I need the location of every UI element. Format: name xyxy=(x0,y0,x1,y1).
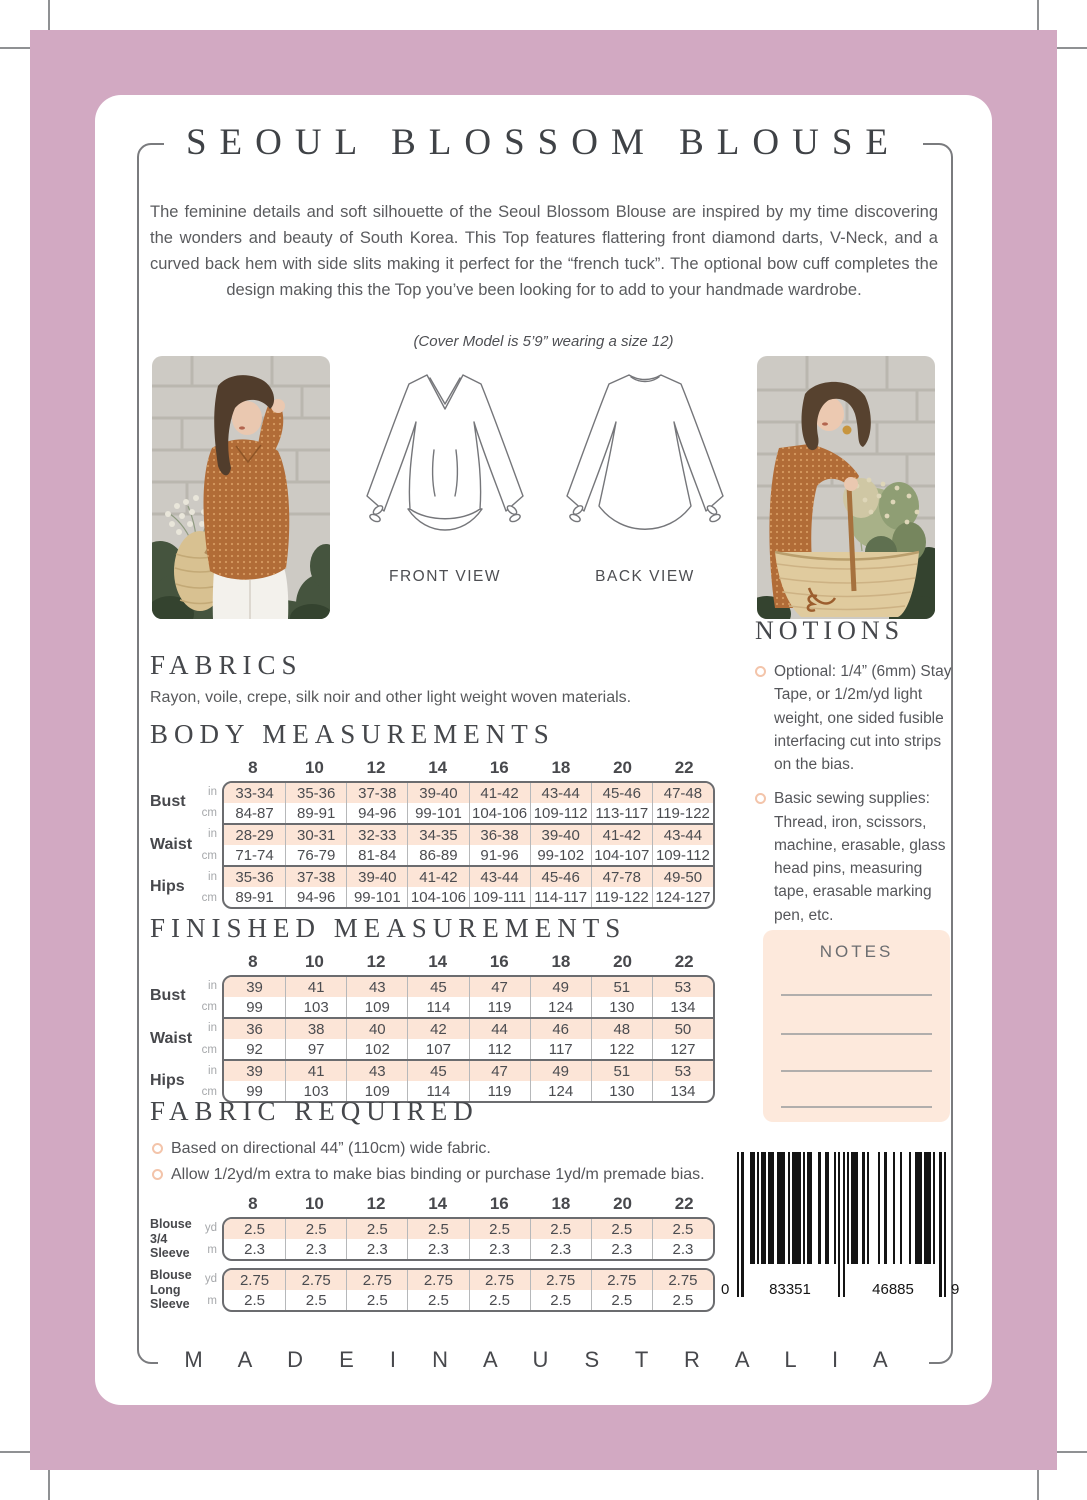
notes-box xyxy=(763,930,950,1122)
notes-rule xyxy=(781,1070,932,1072)
body-measurements-table: 8 10 12 14 16 18 20 22 Bust in cm Waist in cm Hips in cm 33-34 35-36 37-38 39-40 41-42 43-44 45-46 47-48 84-87 89-91 94-96 99-101 104-106 109-112 113-117 119-122 28-29 30-31 32-33 34-35 36-38 39-40 41-42 43-44 71-74 76-79 81-84 86-89 91-96 99-102 104-107 109-112 35-36 37-38 39-40 41-42 43-44 45-46 47-78 49-50 89-91 94-96 99-101 104-106 109-111 114-117 119-122 124-127 xyxy=(150,758,715,909)
fabric-required-notes xyxy=(150,1137,730,1189)
cover-photo-left-illustration xyxy=(152,356,330,619)
back-view-drawing xyxy=(552,360,738,560)
fabric-required-note: Based on directional 44” (110cm) wide fabric. xyxy=(150,1137,730,1160)
fabrics-text: Rayon, voile, crepe, silk noir and other light weight woven materials. xyxy=(150,689,632,706)
finished-measurements-heading: FINISHED MEASUREMENTS xyxy=(150,913,627,943)
front-view-label: FRONT VIEW xyxy=(388,568,502,585)
finished-measurements-table: 8 10 12 14 16 18 20 22 Bust in cm Waist in cm Hips in cm 39 41 43 45 47 49 51 53 99 103 109 114 119 124 130 134 36 38 40 42 44 46 48 50 92 97 102 107 112 117 122 127 39 41 43 45 47 49 51 53 99 103 109 114 119 124 130 134 xyxy=(150,952,715,1103)
page-title xyxy=(0,121,1087,165)
cover-photo-right xyxy=(757,356,935,619)
barcode-digit: 83351 xyxy=(769,1281,811,1298)
notions-heading: NOTIONS xyxy=(755,616,905,645)
barcode-digit: 46885 xyxy=(872,1281,914,1298)
barcode-digit: 9 xyxy=(951,1281,960,1298)
intro-paragraph: The feminine details and soft silhouette of the Seoul Blossom Blouse are inspired by my time discovering the wonders and beauty of South Korea. This Top features flattering front diamond darts, V-Neck, and a curved back hem with side slits making it perfect for the “french tuck”. The optional bow cuff completes the design making this the Top you’ve been looking for to add to your handmade wardrobe. xyxy=(150,203,938,300)
back-view-label: BACK VIEW xyxy=(595,568,695,585)
body-measurements-heading: BODY MEASUREMENTS xyxy=(150,719,555,749)
barcode-digit: 0 xyxy=(721,1281,730,1298)
made-in-australia-text: M A D E I N A U S T R A L I A xyxy=(158,1344,928,1376)
cover-photo-right-illustration xyxy=(757,356,935,619)
fabrics-heading: FABRICS xyxy=(150,650,303,680)
notes-rule xyxy=(781,1106,932,1108)
fabric-required-heading: FABRIC REQUIRED xyxy=(150,1096,479,1126)
notions-list xyxy=(753,660,953,938)
notions-item: Optional: 1/4” (6mm) Stay Tape, or 1/2m/yd light weight, one sided fusible interfacing cut into strips on the bias. xyxy=(753,660,953,776)
fabric-required-note: Allow 1/2yd/m extra to make bias binding or purchase 1yd/m premade bias. xyxy=(150,1163,730,1186)
cover-photo-left xyxy=(152,356,330,619)
barcode xyxy=(721,1152,960,1298)
page-title-text: SEOUL BLOSSOM BLOUSE xyxy=(164,121,923,165)
notes-heading: NOTES xyxy=(819,942,894,961)
fabric-required-table: 8 10 12 14 16 18 20 22 Blouse 3/4 Sleeve yd m 2.5 2.5 2.5 2.5 2.5 2.5 2.5 2.5 2.3 2.3 2.3 2.3 2.3 2.3 2.3 2.3 Blouse Long Sleeve yd m 2.75 2.75 2.75 2.75 2.75 2.75 2.75 2.75 2.5 2.5 2.5 2.5 2.5 2.5 2.5 2.5 xyxy=(150,1194,715,1312)
notes-rule xyxy=(781,1033,932,1035)
made-in-australia xyxy=(0,1344,1087,1376)
front-view-drawing xyxy=(352,360,538,560)
notes-rule xyxy=(781,994,932,996)
notions-item: Basic sewing supplies: Thread, iron, scissors, machine, erasable, glass head pins, measuring tape, erasable marking pen, etc. xyxy=(753,787,953,927)
cover-model-note: (Cover Model is 5’9” wearing a size 12) xyxy=(413,333,674,350)
